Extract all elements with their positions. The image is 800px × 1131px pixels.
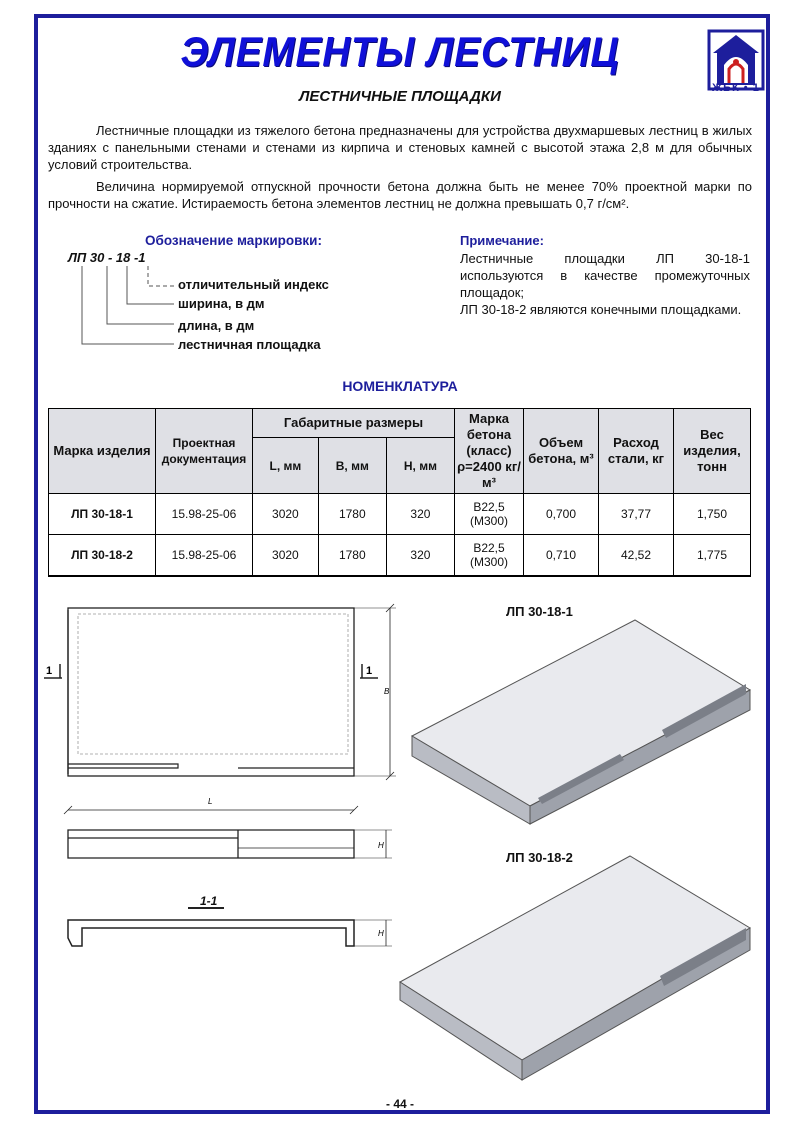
header-weight: Вес изделия, тонн <box>674 409 751 494</box>
page-number: - 44 - <box>385 1097 414 1111</box>
slab-3d-view-1 <box>410 618 755 838</box>
header-steel: Расход стали, кг <box>599 409 674 494</box>
cell-weight: 1,775 <box>674 535 751 577</box>
header-B: В, мм <box>318 438 386 494</box>
section-label: 1-1 <box>200 894 218 908</box>
nomenclature-title: НОМЕНКЛАТУРА <box>342 378 458 394</box>
cell-mark: ЛП 30-18-2 <box>49 535 156 577</box>
dim-label-H2: H <box>378 929 384 938</box>
cell-concrete <box>455 535 524 577</box>
technical-drawings <box>36 598 406 958</box>
cell-B: 1780 <box>318 494 386 535</box>
intro-paragraph-1: Лестничные площадки из тяжелого бетона предназначены для устройства двухмаршевых лестниц в жилых зданиях с панельными стенами и стенами из кирпича и стеновых камней с высотой этажа 2,8 м для обычных условий строительства. <box>48 123 752 172</box>
table-row <box>49 494 751 535</box>
header-concrete: Марка бетона (класс) ρ=2400 кг/м³ <box>455 409 524 494</box>
marking-label-type: лестничная площадка <box>178 337 321 352</box>
dim-label-L: L <box>208 797 213 806</box>
cell-volume: 0,700 <box>524 494 599 535</box>
note-title: Примечание: <box>460 233 544 248</box>
cell-steel: 42,52 <box>599 535 674 577</box>
cell-H: 320 <box>386 494 454 535</box>
view-label-1: ЛП 30-18-1 <box>506 604 573 619</box>
marking-label-index: отличительный индекс <box>178 277 329 292</box>
marking-label-width: ширина, в дм <box>178 296 265 311</box>
page-subtitle: ЛЕСТНИЧНЫЕ ПЛОЩАДКИ <box>299 88 501 105</box>
table-row <box>49 535 751 577</box>
header-L: L, мм <box>253 438 319 494</box>
section-mark-left: 1 <box>46 665 53 677</box>
header-dims: Габаритные размеры <box>253 409 455 438</box>
note-line-1: Лестничные площадки ЛП 30-18-1 используются в качестве промежуточных площадок; <box>460 251 750 300</box>
header-doc: Проектная документация <box>156 409 253 494</box>
cell-H: 320 <box>386 535 454 577</box>
cell-concrete-mark: (М300) <box>469 555 508 569</box>
cell-L: 3020 <box>253 494 319 535</box>
cell-doc: 15.98-25-06 <box>156 494 253 535</box>
cell-concrete-class: В22,5 <box>473 500 505 514</box>
view-label-2: ЛП 30-18-2 <box>506 850 573 865</box>
cell-concrete-mark: (М300) <box>469 514 508 528</box>
cell-concrete <box>455 494 524 535</box>
header-mark: Марка изделия <box>49 409 156 494</box>
marking-title: Обозначение маркировки: <box>145 233 322 248</box>
marking-leader-lines <box>60 262 180 354</box>
cell-steel: 37,77 <box>599 494 674 535</box>
cell-weight: 1,750 <box>674 494 751 535</box>
page-title: ЭЛЕМЕНТЫ ЛЕСТНИЦ <box>180 28 620 75</box>
note-text <box>460 250 750 318</box>
cell-concrete-class: В22,5 <box>473 541 505 555</box>
cell-B: 1780 <box>318 535 386 577</box>
intro-paragraph-2: Величина нормируемой отпускной прочности бетона должна быть не менее 70% проектной марки по прочности на сжатие. Истираемость бетона элементов лестниц не должна превышать 0,7 г/см². <box>48 179 752 211</box>
dim-label-B: B <box>384 687 390 696</box>
cell-L: 3020 <box>253 535 319 577</box>
slab-3d-view-2 <box>398 854 755 1088</box>
nomenclature-table <box>48 408 751 577</box>
cell-mark: ЛП 30-18-1 <box>49 494 156 535</box>
cell-volume: 0,710 <box>524 535 599 577</box>
header-H: Н, мм <box>386 438 454 494</box>
logo-caption: ЖБК • 1 <box>712 82 760 94</box>
marking-label-length: длина, в дм <box>178 318 255 333</box>
note-line-2: ЛП 30-18-2 являются конечными площадками. <box>460 302 742 317</box>
cell-doc: 15.98-25-06 <box>156 535 253 577</box>
section-mark-right: 1 <box>366 665 373 677</box>
plan-view-outline <box>68 608 354 776</box>
dim-label-H1: H <box>378 841 384 850</box>
header-volume: Объем бетона, м³ <box>524 409 599 494</box>
marking-code: ЛП 30 - 18 -1 <box>68 250 146 265</box>
